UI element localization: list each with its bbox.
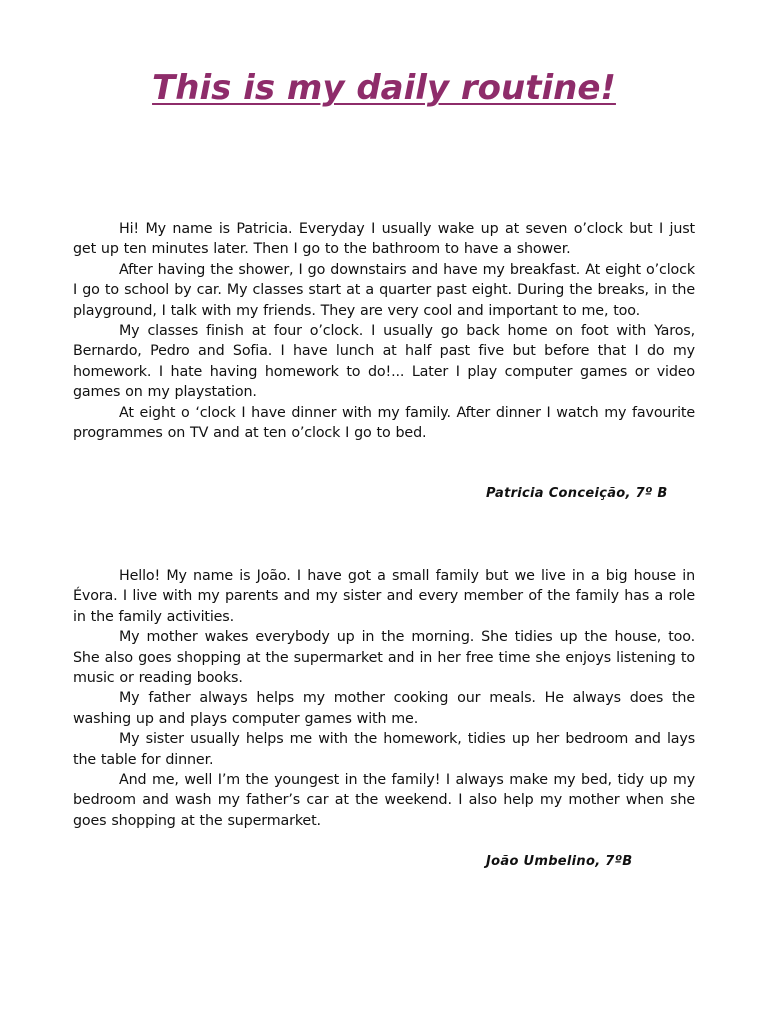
- author-signature-patricia: Patricia Conceição, 7º B: [486, 486, 668, 501]
- paragraph: My classes finish at four o’clock. I usually go back home on foot with Yaros, Bernardo, Pedro and Sofia. I have lunch at half past five but before that I do my homework. I hate having homework to do!... Later I play computer games or video games on my playstation.: [73, 323, 695, 401]
- paragraph: My sister usually helps me with the homework, tidies up her bedroom and lays the table for dinner.: [73, 731, 695, 768]
- routine-entry-joao: [73, 566, 695, 831]
- paragraph: After having the shower, I go downstairs and have my breakfast. At eight o’clock I go to school by car. My classes start at a quarter past eight. During the breaks, in the playground, I talk with my friends. They are very cool and important to me, too.: [73, 261, 695, 319]
- paragraph: My father always helps my mother cooking our meals. He always does the washing up and plays computer games with me.: [73, 690, 695, 727]
- paragraph: My mother wakes everybody up in the morning. She tidies up the house, too. She also goes shopping at the supermarket and in her free time she enjoys listening to music or reading books.: [73, 629, 695, 687]
- author-signature-joao: João Umbelino, 7ºB: [486, 854, 633, 869]
- paragraph: At eight o ‘clock I have dinner with my family. After dinner I watch my favourite programmes on TV and at ten o’clock I go to bed.: [73, 404, 695, 442]
- paragraph: Hello! My name is João. I have got a small family but we live in a big house in Évora. I live with my parents and my sister and every member of the family has a role in the family activities.: [73, 568, 695, 625]
- routine-entry-patricia: [73, 219, 695, 443]
- page-title: [0, 66, 768, 110]
- paragraph: And me, well I’m the youngest in the family! I always make my bed, tidy up my bedroom and wash my father’s car at the weekend. I also help my mother when she goes shopping at the supermarket.: [73, 772, 695, 829]
- page-title-text: This is my daily routine!: [152, 68, 616, 108]
- paragraph: Hi! My name is Patricia. Everyday I usually wake up at seven o’clock but I just get up ten minutes later. Then I go to the bathroom to have a shower.: [73, 221, 695, 258]
